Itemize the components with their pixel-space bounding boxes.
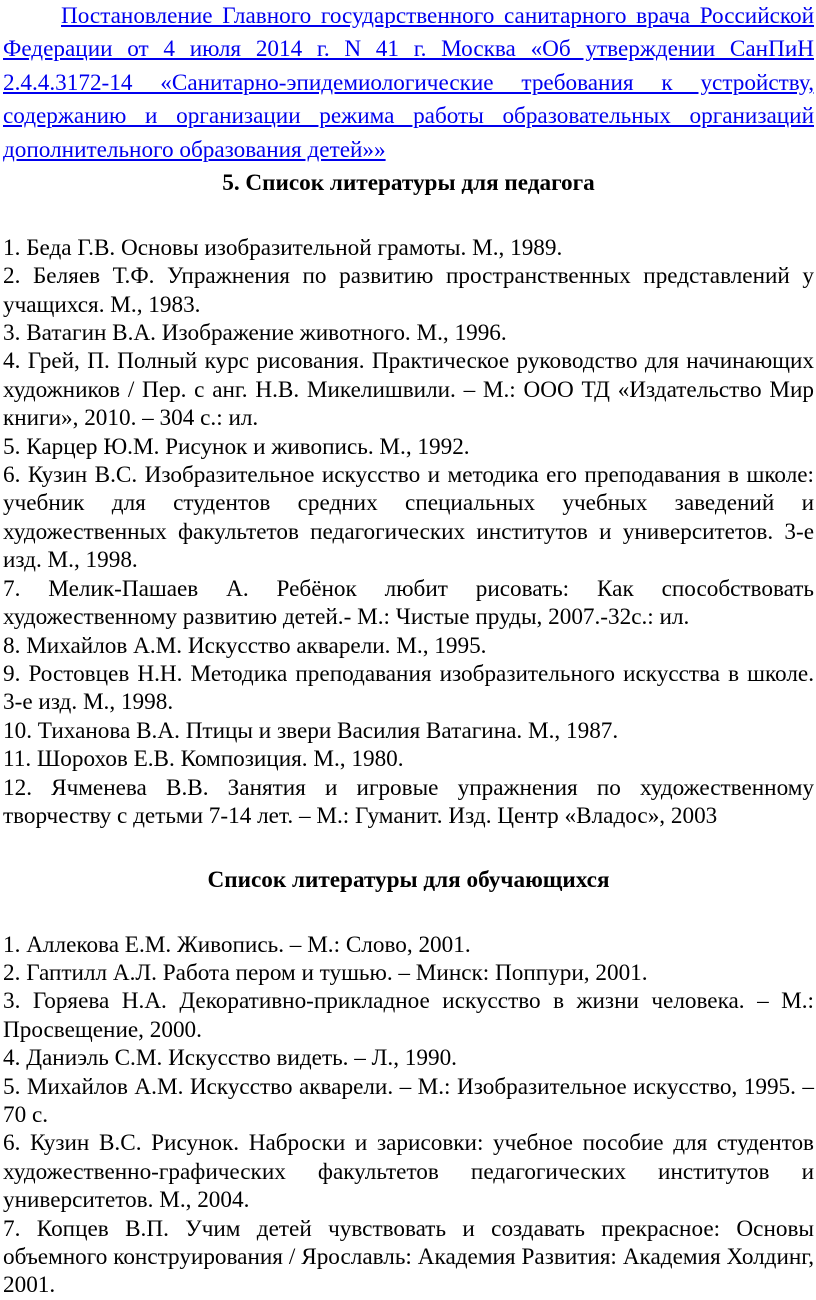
teacher-literature-list [3,234,814,831]
spacer [3,830,814,863]
list-item: 3. Ватагин В.А. Изображение животного. М., 1996. [3,320,507,347]
list-item: 2. Гаптилл А.Л. Работа пером и тушью. – Минск: Поппури, 2001. [3,959,648,986]
student-literature-list [3,931,814,1300]
list-item: 6. Кузин В.С. Рисунок. Наброски и зарисовки: учебное пособие для студентов художественно-графических факультетов педагогических институтов и университетов. М., 2004. [3,1130,814,1214]
list-item: 4. Даниэль С.М. Искусство видеть. – Л., 1990. [3,1045,457,1072]
list-item: 3. Горяева Н.А. Декоративно-прикладное искусство в жизни человека. – М.: Просвещение, 2000. [3,988,814,1043]
list-item: 5. Карцер Ю.М. Рисунок и живопись. М., 1992. [3,433,470,460]
list-item: 6. Кузин В.С. Изобразительное искусство и методика его преподавания в школе: учебник для студентов средних специальных учебных заведений и художественных факультетов педагогических институтов и университетов. 3-е изд. М., 1998. [3,462,814,574]
spacer [3,200,814,233]
list-item: 4. Грей, П. Полный курс рисования. Практическое руководство для начинающих художников / Пер. с анг. Н.В. Микелишвили. – М.: ООО ТД «Издательство Мир книги», 2010. – 304 с.: ил. [3,348,814,432]
list-item: 8. Михайлов А.М. Искусство акварели. М., 1995. [3,632,487,659]
student-literature-section [3,864,814,1300]
list-item: 7. Копцев В.П. Учим детей чувствовать и создавать прекрасное: Основы объемного конструирования / Ярославль: Академия Развития: Академия Холдинг, 2001. [3,1215,814,1299]
sanpin-decree-link[interactable]: Постановление Главного государственного санитарного врача Российской Федерации от 4 июля 2014 г. N 41 г. Москва «Об утверждении СанПиН 2.4.4.3172-14 «Санитарно-эпидемиологические требования к устройству, содержанию и организации режима работы образовательных организаций дополнительного образования детей»» [3,3,814,163]
teacher-literature-section [3,167,814,830]
list-item: 7. Мелик-Пашаев А. Ребёнок любит рисовать: Как способствовать художественному развитию детей.- М.: Чистые пруды, 2007.-32с.: ил. [3,575,814,631]
list-item: 5. Михайлов А.М. Искусство акварели. – М.: Изобразительное искусство, 1995. – 70 с. [3,1073,814,1128]
list-item: 9. Ростовцев Н.Н. Методика преподавания изобразительного искусства в школе. 3-е изд. М., 1998. [3,660,814,716]
list-item: 1. Аллекова Е.М. Живопись. – М.: Слово, 2001. [3,931,471,958]
teacher-literature-title: 5. Список литературы для педагога [222,170,595,197]
student-literature-title: Список литературы для обучающихся [207,866,610,893]
spacer [3,897,814,930]
list-item: 1. Беда Г.В. Основы изобразительной грамоты. М., 1989. [3,234,563,261]
list-item: 2. Беляев Т.Ф. Упражнения по развитию пространственных представлений у учащихся. М., 1983. [3,263,814,318]
list-item: 12. Ячменева В.В. Занятия и игровые упражнения по художественному творчеству с детьми 7-14 лет. – М.: Гуманит. Изд. Центр «Владос», 2003 [3,774,814,829]
list-item: 10. Тиханова В.А. Птицы и звери Василия Ватагина. М., 1987. [3,717,619,744]
list-item: 11. Шорохов Е.В. Композиция. М., 1980. [3,746,404,773]
